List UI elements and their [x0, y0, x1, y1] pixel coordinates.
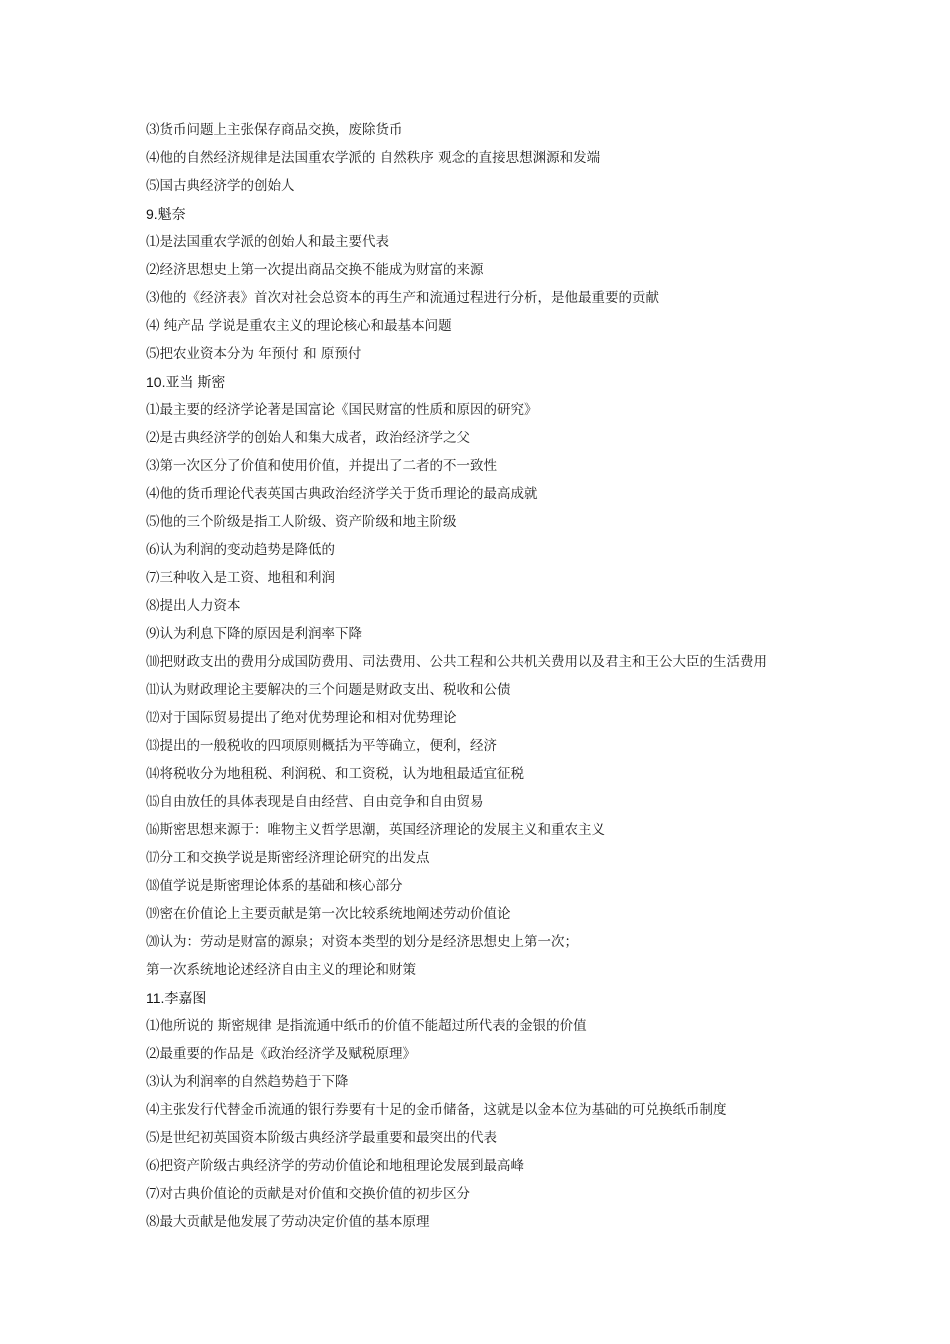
list-item: ⑸是世纪初英国资本阶级古典经济学最重要和最突出的代表: [146, 1130, 497, 1146]
list-item: ⑽把财政支出的费用分成国防费用、司法费用、公共工程和公共机关费用以及君主和王公大臣的生活费用: [146, 654, 767, 670]
list-item: ⒄分工和交换学说是斯密经济理论研究的出发点: [146, 850, 430, 866]
list-item: ⑷主张发行代替金币流通的银行券要有十足的金币储备，这就是以金本位为基础的可兑换纸币制度: [146, 1102, 727, 1118]
list-item: ⒀提出的一般税收的四项原则概括为平等确立，便利，经济: [146, 738, 497, 754]
list-item: ⑻最大贡献是他发展了劳动决定价值的基本原理: [146, 1214, 430, 1230]
list-item: ⑹认为利润的变动趋势是降低的: [146, 542, 335, 558]
list-item: ⑷他的货币理论代表英国古典政治经济学关于货币理论的最高成就: [146, 486, 538, 502]
list-item: ⑴最主要的经济学论著是国富论《国民财富的性质和原因的研究》: [146, 402, 538, 418]
section-heading: 10.亚当 斯密: [146, 374, 226, 390]
list-item: ⑴他所说的 斯密规律 是指流通中纸币的价值不能超过所代表的金银的价值: [146, 1018, 587, 1034]
list-item: ⑶认为利润率的自然趋势趋于下降: [146, 1074, 349, 1090]
section-heading: 9.魁奈: [146, 206, 186, 222]
list-item: ⑹把资产阶级古典经济学的劳动价值论和地租理论发展到最高峰: [146, 1158, 524, 1174]
list-item: ⑼认为利息下降的原因是利润率下降: [146, 626, 362, 642]
list-item: ⒇认为：劳动是财富的源泉；对资本类型的划分是经济思想史上第一次；: [146, 934, 578, 950]
list-item: ⑷ 纯产品 学说是重农主义的理论核心和最基本问题: [146, 318, 452, 334]
list-item: ⑺对古典价值论的贡献是对价值和交换价值的初步区分: [146, 1186, 470, 1202]
list-item: ⑷他的自然经济规律是法国重农学派的 自然秩序 观念的直接思想渊源和发端: [146, 150, 601, 166]
list-item: ⑿对于国际贸易提出了绝对优势理论和相对优势理论: [146, 710, 457, 726]
list-item: ⑻提出人力资本: [146, 598, 241, 614]
list-item: ⑸把农业资本分为 年预付 和 原预付: [146, 346, 362, 362]
list-item: ⒁将税收分为地租税、利润税、和工资税，认为地租最适宜征税: [146, 766, 524, 782]
list-item: 第一次系统地论述经济自由主义的理论和财策: [146, 962, 416, 978]
list-item: ⑵是古典经济学的创始人和集大成者，政治经济学之父: [146, 430, 470, 446]
list-item: ⒂自由放任的具体表现是自由经营、自由竞争和自由贸易: [146, 794, 484, 810]
list-item: ⑴是法国重农学派的创始人和最主要代表: [146, 234, 389, 250]
list-item: ⑶货币问题上主张保存商品交换，废除货币: [146, 122, 403, 138]
list-item: ⑾认为财政理论主要解决的三个问题是财政支出、税收和公债: [146, 682, 511, 698]
document-body: [146, 116, 926, 1236]
list-item: ⑺三种收入是工资、地租和利润: [146, 570, 335, 586]
list-item: ⑶他的《经济表》首次对社会总资本的再生产和流通过程进行分析，是他最重要的贡献: [146, 290, 659, 306]
list-item: ⑸国古典经济学的创始人: [146, 178, 295, 194]
list-item: ⒅值学说是斯密理论体系的基础和核心部分: [146, 878, 403, 894]
section-heading: 11.李嘉图: [146, 990, 207, 1006]
list-item: ⒃斯密思想来源于：唯物主义哲学思潮，英国经济理论的发展主义和重农主义: [146, 822, 605, 838]
list-item: ⒆密在价值论上主要贡献是第一次比较系统地阐述劳动价值论: [146, 906, 511, 922]
list-item: ⑶第一次区分了价值和使用价值，并提出了二者的不一致性: [146, 458, 497, 474]
list-item: ⑵最重要的作品是《政治经济学及赋税原理》: [146, 1046, 416, 1062]
list-item: ⑸他的三个阶级是指工人阶级、资产阶级和地主阶级: [146, 514, 457, 530]
list-item: ⑵经济思想史上第一次提出商品交换不能成为财富的来源: [146, 262, 484, 278]
